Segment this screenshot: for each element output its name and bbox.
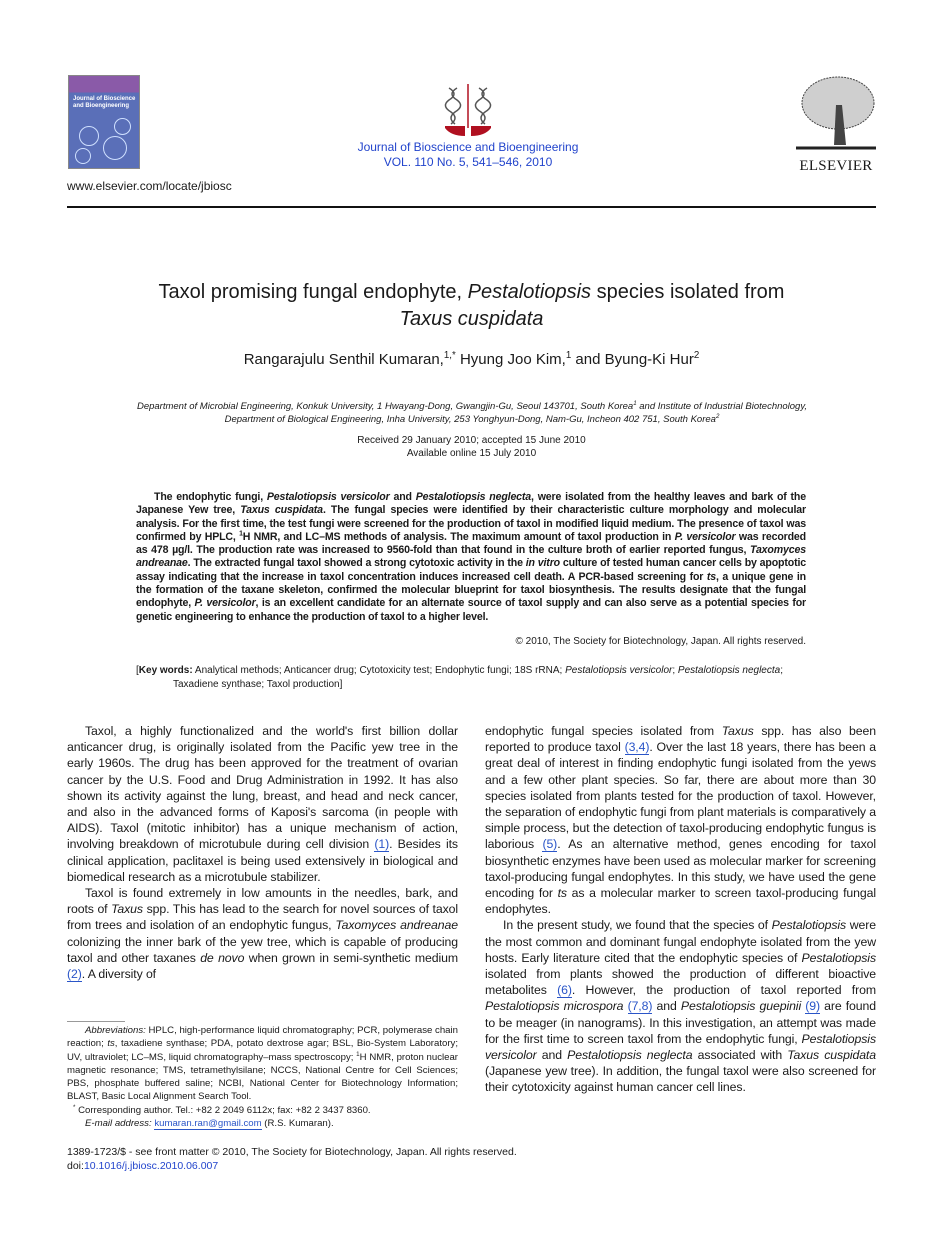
journal-citation bbox=[300, 140, 636, 170]
text-run: as a molecular marker to screen taxol-producing fungal endophytes. bbox=[485, 886, 876, 917]
italic-run: in vitro bbox=[525, 557, 560, 570]
journal-url-link[interactable]: www.elsevier.com/locate/jbiosc bbox=[67, 179, 232, 193]
text-run: spp. This has lead to the search for novel sources of taxol from trees and isolation of an endophytic fungus, bbox=[67, 902, 459, 933]
text-run: Taxol, a highly functionalized and the world's first billion dollar anticancer drug, is originally isolated from the Pacific yew tree in the early 1960s. The drug has been approved for the treatment of ovarian cancer by the U.S. Food and Drug Administration in 1992. It has also shown its activity against the lung, breast, and head and neck cancer, and also in the advanced forms of Kaposi's sarcoma (in people with AIDS). Taxol (mitotic inhibitor) has a unique mechanism of action, involving breakdown of microtubule during cell division bbox=[67, 724, 458, 852]
reference-link[interactable]: (1) bbox=[374, 837, 390, 852]
italic-run: de novo bbox=[200, 950, 245, 965]
text-run: and bbox=[652, 999, 681, 1014]
italic-run: Taxomyces andreanae bbox=[335, 918, 458, 933]
superscript: * bbox=[73, 1103, 76, 1111]
italic-run: Abbreviations: bbox=[85, 1025, 146, 1036]
journal-cover-image[interactable] bbox=[68, 75, 140, 169]
reference-link[interactable]: (7,8) bbox=[627, 999, 653, 1014]
text-run: , taxadiene synthase; PDA, potato dextrose agar; BSL, Bio-System Laboratory; UV, ultraviolet; LC–MS, liquid chromatography–mass spectroscopy; bbox=[67, 1038, 458, 1063]
author[interactable]: Rangarajulu Senthil Kumaran, bbox=[243, 351, 444, 368]
superscript: 1 bbox=[239, 530, 243, 538]
text-run: when grown in semi-synthetic medium bbox=[244, 950, 459, 965]
footnotes bbox=[67, 1024, 458, 1130]
text-run: . The fungal species were identified by their characteristic culture morphology and molecular analysis. For the first time, the test fungi were screened for the production of taxol in modified liquid medium. The presence of taxol was confirmed by HPLC, bbox=[136, 504, 807, 543]
text-run: H NMR, proton nuclear magnetic resonance; TMS, tetramethylsilane; NCCS, National Centre for Cell Sciences; PBS, phosphate buffered saline; NCBI, National Center for Biotechnology Information; BLAST, Basic Local Alignment Search Tool. bbox=[67, 1051, 459, 1103]
text-run: . Besides its clinical application, paclitaxel is being used extensively in biological and biomedical research as a microtubule stabilizer. bbox=[67, 837, 458, 884]
text-run: The endophytic fungi, bbox=[154, 491, 267, 503]
italic-run: Pestalotiopsis guepinii bbox=[680, 999, 802, 1014]
paragraph bbox=[485, 917, 876, 1095]
text-run: H NMR, and LC–MS methods of analysis. The maximum amount of taxol production in bbox=[242, 530, 675, 543]
text-run: was recorded as 478 µg/l. The production rate was increased to 9560-fold than that found in the culture broth of earlier reported fungus, bbox=[136, 530, 806, 557]
text-run: ; Taxadiene synthase; Taxol production] bbox=[173, 665, 783, 690]
text-run: are found to be meager (in nanograms). In this investigation, an attempt was made for the first time to screen taxol from the endophytic fungi, bbox=[485, 999, 876, 1046]
author-sup: 1,* bbox=[443, 350, 456, 361]
title-part: species isolated from bbox=[591, 281, 785, 303]
header-divider bbox=[67, 206, 876, 208]
journal-volume-link[interactable]: VOL. 110 No. 5, 541–546, 2010 bbox=[383, 155, 553, 169]
reference-link[interactable]: (9) bbox=[805, 999, 820, 1014]
issn-line: 1389-1723/$ - see front matter © 2010, The Society for Biotechnology, Japan. All rights reserved. bbox=[67, 1146, 517, 1158]
elsevier-logo[interactable] bbox=[796, 75, 876, 175]
text-run: , a unique gene in the formation of the taxane skeleton, confirmed the molecular blueprint for taxol biosynthesis. The results designate that the fungal endophyte, bbox=[136, 570, 806, 610]
italic-run: Taxomyces andreanae bbox=[136, 544, 806, 570]
text-run: , is an excellent candidate for an alternate source of taxol supply and can also serve as a potential species for genetic engineering to enhance the production of taxol to a higher level. bbox=[136, 597, 807, 623]
received-date: Received 29 January 2010; accepted 15 June 2010 bbox=[357, 435, 586, 446]
author-sup: 1 bbox=[565, 350, 572, 361]
journal-logo-icon bbox=[443, 84, 493, 136]
italic-run: E-mail address: bbox=[85, 1118, 152, 1130]
text-run: [ bbox=[136, 665, 139, 676]
italic-run: Pestalotiopsis bbox=[801, 950, 876, 965]
italic-run: Pestalotiopsis neglecta bbox=[415, 491, 532, 503]
abstract-copyright: © 2010, The Society for Biotechnology, Japan. All rights reserved. bbox=[515, 636, 806, 647]
italic-run: Pestalotiopsis neglecta bbox=[567, 1048, 693, 1063]
cover-title: Journal of Bioscience and Bioengineering bbox=[73, 96, 136, 109]
text-run: Taxol is found extremely in low amounts in the needles, bark, and roots of bbox=[67, 886, 458, 917]
italic-run: P. versicolor bbox=[674, 530, 736, 543]
front-matter bbox=[67, 1145, 517, 1173]
text-run bbox=[623, 999, 627, 1013]
corresponding-author-footnote bbox=[67, 1104, 458, 1117]
text-run: and bbox=[536, 1048, 568, 1063]
reference-link[interactable]: (5) bbox=[542, 837, 558, 852]
text-run: . The extracted fungal taxol showed a strong cytotoxic activity in the bbox=[187, 557, 526, 570]
italic-run: Taxus bbox=[111, 902, 143, 917]
text-run: (R.S. Kumaran). bbox=[261, 1118, 334, 1130]
italic-run: P. versicolor bbox=[194, 597, 256, 610]
italic-run: Pestalotiopsis versicolor bbox=[485, 1031, 876, 1063]
text-run: (Japanese yew tree). In addition, the fungal taxol were also screened for their cytotoxicity against human cancer cell lines. bbox=[485, 1064, 876, 1095]
text-run: isolated from plants showed the production of different bioactive metabolites bbox=[485, 967, 876, 998]
keywords bbox=[136, 664, 820, 692]
text-run: HPLC, high-performance liquid chromatography; PCR, polymerase chain reaction; bbox=[67, 1025, 458, 1050]
italic-run: Taxus bbox=[721, 724, 754, 738]
online-date: Available online 15 July 2010 bbox=[406, 448, 537, 460]
text-run: associated with bbox=[692, 1048, 788, 1063]
italic-run: Pestalotiopsis bbox=[771, 918, 847, 933]
publisher-name: ELSEVIER bbox=[799, 158, 873, 174]
text-run: In the present study, we found that the species of bbox=[503, 918, 772, 933]
italic-run: Taxus cuspidata bbox=[240, 504, 323, 517]
text-run: colonizing the inner bark of the yew tree, which is capable of producing taxol and other taxanes bbox=[67, 934, 458, 965]
reference-link[interactable]: (3,4) bbox=[624, 740, 650, 755]
reference-link[interactable]: (2) bbox=[67, 967, 82, 982]
footnote-divider bbox=[67, 1021, 125, 1022]
text-run: endophytic fungal species isolated from bbox=[485, 724, 722, 738]
journal-name-link[interactable]: Journal of Bioscience and Bioengineering bbox=[357, 140, 579, 154]
author-list bbox=[67, 351, 876, 368]
abstract bbox=[136, 491, 806, 624]
author[interactable]: Hyung Joo Kim, bbox=[455, 351, 566, 368]
text-run: Analytical methods; Anticancer drug; Cytotoxicity test; Endophytic fungi; 18S rRNA; bbox=[192, 665, 566, 676]
italic-run: ts bbox=[557, 886, 567, 901]
abbreviations-footnote bbox=[67, 1024, 458, 1104]
text-run: . However, the production of taxol reported from bbox=[571, 983, 877, 998]
italic-run: Pestalotiopsis versicolor bbox=[266, 491, 390, 503]
affiliation-2: and Institute of Industrial Biotechnology, Department of Biological Engineering, Inha University, 253 Yonghyun-Dong, Nam-Gu, Incheon 402 751, South Korea bbox=[224, 401, 808, 426]
body-left-column bbox=[67, 723, 458, 982]
text-run: and bbox=[389, 491, 416, 503]
paragraph bbox=[67, 885, 458, 982]
italic-run: Taxus cuspidata bbox=[787, 1048, 876, 1063]
title-line2: Taxus cuspidata bbox=[399, 308, 544, 330]
text-run: . As an alternative method, genes encoding for taxol biosynthetic enzymes have been used as molecular marker for screening taxol-producing fungal endophytes. In this study, we have used the gene encoding for bbox=[485, 837, 876, 901]
email-footnote bbox=[67, 1117, 458, 1130]
elsevier-tree-icon bbox=[796, 75, 876, 151]
body-right-column bbox=[485, 723, 876, 1096]
doi-link[interactable]: 10.1016/j.jbiosc.2010.06.007 bbox=[83, 1160, 219, 1172]
text-run: ; bbox=[672, 665, 678, 676]
reference-link[interactable]: (6) bbox=[557, 983, 572, 998]
affiliation-1: Department of Microbial Engineering, Konkuk University, 1 Hwayang-Dong, Gwangjin-Gu, Seoul 143701, South Korea bbox=[136, 401, 634, 412]
text-run: . Over the last 18 years, there has been a great deal of interest in finding endophytic fungi isolated from the yews and a few other plant species. So far, there are about more than 30 species isolated from plants tested for the production of taxol. However, the separation of endophytic fungi from plant materials is comparatively a simple process, but the detection of taxol-producing endophytic fungus is laborious bbox=[485, 740, 876, 852]
title-italic: Pestalotiopsis bbox=[467, 281, 592, 303]
paragraph bbox=[67, 723, 458, 885]
text-run: were the most common and dominant fungal endophyte isolated from the yew hosts. Early literature cited that the endophytic species of bbox=[485, 918, 877, 965]
italic-run: Pestalotiopsis versicolor bbox=[565, 665, 673, 676]
reference-link[interactable]: kumaran.ran@gmail.com bbox=[154, 1118, 262, 1130]
affiliations bbox=[130, 400, 814, 427]
paragraph bbox=[485, 723, 876, 917]
author[interactable]: and Byung-Ki Hur bbox=[571, 351, 694, 368]
text-run: , were isolated from the healthy leaves and bark of the Japanese Yew tree, bbox=[136, 491, 806, 517]
text-run: Corresponding author. Tel.: +82 2 2049 6112x; fax: +82 2 3437 8360. bbox=[75, 1104, 371, 1116]
text-run: spp. has also been reported to produce taxol bbox=[485, 724, 876, 755]
title-part: Taxol promising fungal endophyte, bbox=[158, 281, 468, 303]
text-run: culture of tested human cancer cells by apoptotic assay indicating that the increase in taxol concentration induces increased cell death. A PCR-based screening for bbox=[136, 557, 806, 583]
bold-run: Key words: bbox=[138, 665, 193, 676]
article-title bbox=[67, 279, 876, 333]
italic-run: Pestalotiopsis microspora bbox=[485, 999, 624, 1014]
italic-run: ts bbox=[706, 570, 716, 583]
article-dates bbox=[67, 434, 876, 461]
affiliation-sup: 2 bbox=[715, 413, 720, 421]
affiliation-sup: 1 bbox=[633, 399, 637, 407]
text-run: . A diversity of bbox=[81, 967, 156, 982]
doi-label: doi: bbox=[67, 1160, 84, 1172]
superscript: 1 bbox=[356, 1050, 360, 1058]
author-sup: 2 bbox=[693, 350, 700, 361]
italic-run: ts bbox=[107, 1038, 115, 1050]
italic-run: Pestalotiopsis neglecta bbox=[677, 665, 781, 676]
